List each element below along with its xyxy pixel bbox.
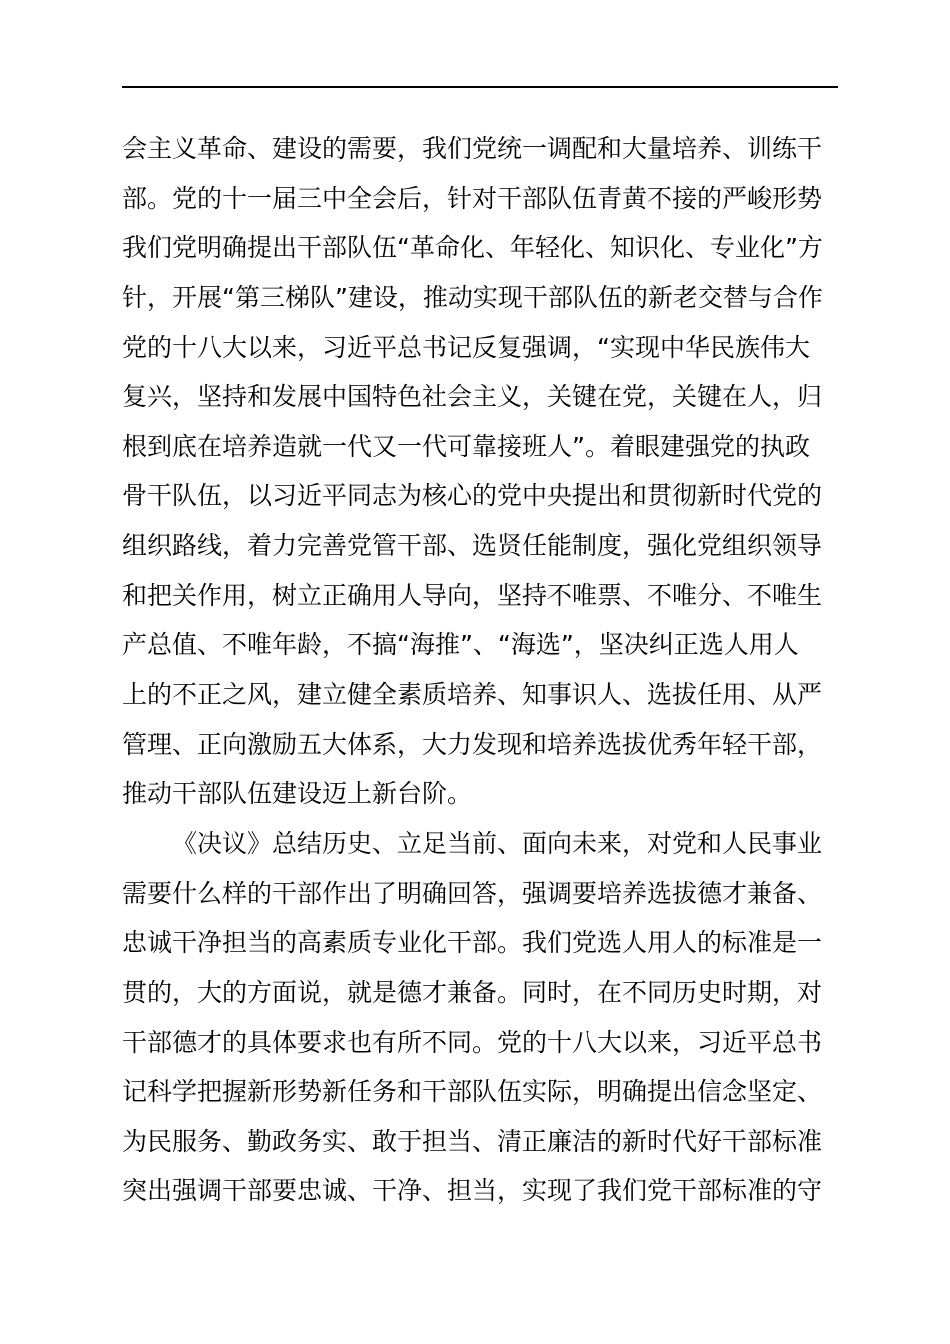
- text-line: 复兴，坚持和发展中国特色社会主义，关键在党，关键在人，归: [122, 382, 823, 412]
- text-line: 为民服务、勤政务实、敢于担当、清正廉洁的新时代好干部标准: [122, 1126, 823, 1156]
- text-line: 部。党的十一届三中全会后，针对干部队伍青黄不接的严峻形势: [122, 183, 823, 213]
- text-line: 根到底在培养造就一代又一代可靠接班人”。着眼建强党的执政: [122, 431, 810, 461]
- text-line: 我们党明确提出干部队伍“革命化、年轻化、知识化、专业化”方: [122, 233, 823, 263]
- text-line: 记科学把握新形势新任务和干部队伍实际，明确提出信念坚定、: [122, 1077, 823, 1107]
- paragraph-first-line: 《决议》总结历史、立足当前、面向未来，对党和人民事业: [172, 828, 823, 858]
- text-line: 会主义革命、建设的需要，我们党统一调配和大量培养、训练干: [122, 134, 823, 163]
- text-line: 针，开展“第三梯队”建设，推动实现干部队伍的新老交替与合作: [122, 282, 823, 312]
- text-line: 骨干队伍，以习近平同志为核心的党中央提出和贯彻新时代党的: [122, 481, 823, 511]
- document-body: [122, 124, 838, 1216]
- text-line: 突出强调干部要忠诚、干净、担当，实现了我们党干部标准的守: [122, 1176, 823, 1206]
- text-line: 管理、正向激励五大体系，大力发现和培养选拔优秀年轻干部，: [122, 729, 823, 759]
- text-line: 需要什么样的干部作出了明确回答，强调要培养选拔德才兼备、: [122, 878, 823, 908]
- header-rule: [122, 86, 838, 88]
- text-line: 忠诚干净担当的高素质专业化干部。我们党选人用人的标准是一: [122, 928, 823, 958]
- text-line: 干部德才的具体要求也有所不同。党的十八大以来，习近平总书: [122, 1027, 823, 1057]
- text-line: 上的不正之风，建立健全素质培养、知事识人、选拔任用、从严: [122, 680, 823, 710]
- text-line: 党的十八大以来，习近平总书记反复强调，“实现中华民族伟大: [122, 332, 810, 362]
- text-line: 组织路线，着力完善党管干部、选贤任能制度，强化党组织领导: [122, 531, 823, 561]
- text-line: 贯的，大的方面说，就是德才兼备。同时，在不同历史时期，对: [122, 977, 823, 1007]
- text-line: 和把关作用，树立正确用人导向，坚持不唯票、不唯分、不唯生: [122, 580, 823, 610]
- text-line: 推动干部队伍建设迈上新台阶。: [122, 779, 473, 809]
- text-line: 产总值、不唯年龄，不搞“海推”、“海选”，坚决纠正选人用人: [122, 630, 799, 660]
